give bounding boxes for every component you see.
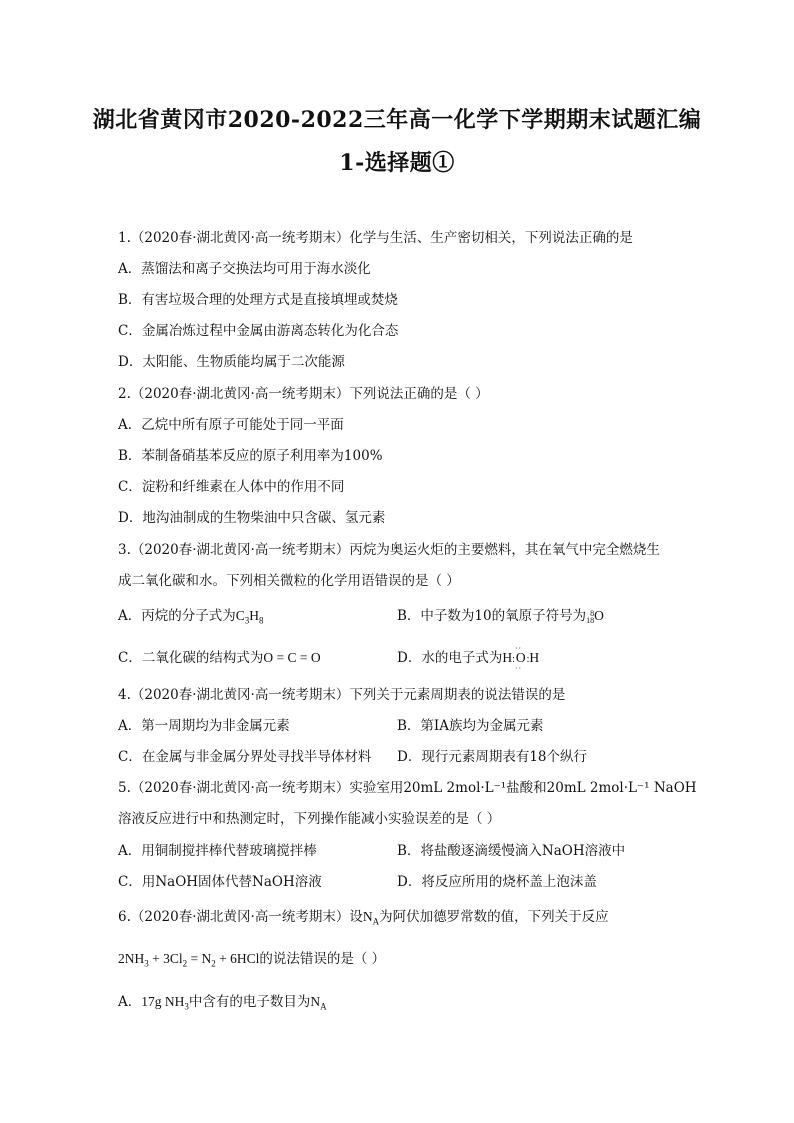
q5-option-d: D．将反应所用的烧杯盖上泡沫盖 (397, 874, 597, 890)
q4-stem: 4.（2020春·湖北黄冈·高一统考期末）下列关于元素周期表的说法错误的是 (118, 687, 566, 703)
oxygen-isotope-symbol: 8 18O (586, 608, 604, 625)
q1-option-a: A．蒸馏法和离子交换法均可用于海水淡化 (118, 261, 371, 277)
avogadro-symbol: $N_A$ (362, 909, 380, 927)
q5-option-c: C．用NaOH固体代替NaOH溶液 (118, 874, 322, 890)
q6-stem: 6.（2020春·湖北黄冈·高一统考期末）设$N_A$为阿伏加德罗常数的值，下列关于反应 (118, 909, 609, 927)
q4-option-c: C．在金属与非金属分界处寻找半导体材料 (118, 749, 372, 765)
q1-option-b: B．有害垃圾合理的处理方式是直接填埋或焚烧 (118, 292, 398, 308)
q3-stem-line2: 成二氧化碳和水。下列相关微粒的化学用语错误的是（ ） (118, 573, 460, 589)
water-electron-formula: H:O ·· ·· :H (502, 644, 540, 673)
document-title-line2: 1-选择题① (339, 150, 455, 176)
propane-formula: $C_3H_8$ (235, 608, 264, 626)
document-title-line1: 湖北省黄冈市2020-2022三年高一化学下学期期末试题汇编 (92, 107, 702, 133)
q3-stem-line1: 3.（2020春·湖北黄冈·高一统考期末）丙烷为奥运火炬的主要燃料，其在氧气中完全燃烧生 (118, 542, 660, 558)
q5-option-a: A．用铜制搅拌棒代替玻璃搅拌棒 (118, 843, 317, 859)
reaction-equation: $2NH_3 + 3Cl_2 = N_2 + 6HCl$ (118, 951, 260, 969)
q1-option-d: D．太阳能、生物质能均属于二次能源 (118, 354, 345, 370)
q1-stem: 1.（2020春·湖北黄冈·高一统考期末）化学与生活、生产密切相关，下列说法正确的是 (118, 230, 633, 246)
q5-stem-line2: 溶液反应进行中和热测定时，下列操作能减小实验误差的是（ ） (118, 811, 501, 827)
q2-option-a: A．乙烷中所有原子可能处于同一平面 (118, 417, 344, 433)
q5-option-b: B．将盐酸逐滴缓慢滴入NaOH溶液中 (397, 843, 626, 859)
ammonia-mass: 17g $NH_3$ (141, 994, 189, 1012)
co2-structural-formula: O = C = O (263, 650, 321, 665)
q3-option-a: A．丙烷的分子式为$C_3H_8$ (118, 608, 264, 626)
q2-stem: 2.（2020春·湖北黄冈·高一统考期末）下列说法正确的是（ ） (118, 386, 489, 402)
q3-option-b: B．中子数为10的氧原子符号为 8 18O (397, 608, 604, 625)
q1-option-c: C．金属冶炼过程中金属由游离态转化为化合态 (118, 323, 399, 339)
q4-option-d: D．现行元素周期表有18个纵行 (397, 749, 588, 765)
q4-option-b: B．第ⅠA族均为金属元素 (397, 718, 544, 734)
q2-option-c: C．淀粉和纤维素在人体中的作用不同 (118, 479, 345, 495)
q6-option-a: A．17g $NH_3$中含有的电子数目为$N_A$ (118, 994, 327, 1012)
q3-option-d: D．水的电子式为H:O ·· ·· :H (397, 644, 540, 673)
q5-stem-line1: 5.（2020春·湖北黄冈·高一统考期末）实验室用20mL 2mol·L⁻¹盐酸和20mL 2mol·L⁻¹ NaOH (118, 780, 697, 796)
q3-option-c: C．二氧化碳的结构式为O = C = O (118, 650, 321, 666)
q2-option-b: B．苯制备硝基苯反应的原子利用率为100% (118, 448, 383, 464)
q6-equation-line: $2NH_3 + 3Cl_2 = N_2 + 6HCl$的说法错误的是（ ） (118, 951, 386, 969)
avogadro-symbol-2: $N_A$ (310, 994, 327, 1012)
q4-option-a: A．第一周期均为非金属元素 (118, 718, 290, 734)
q2-option-d: D．地沟油制成的生物柴油中只含碳、氢元素 (118, 510, 386, 526)
